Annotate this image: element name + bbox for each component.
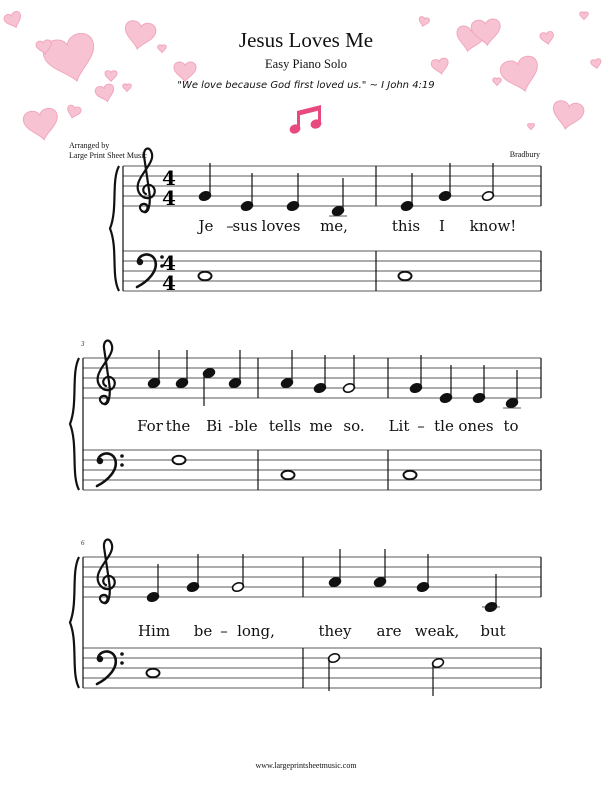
- whole-note: [399, 272, 412, 281]
- lyric-syllable: sus: [232, 217, 258, 235]
- lyric-syllable: but: [480, 622, 506, 640]
- lyric-syllable: Je: [198, 217, 214, 235]
- system-brace: [70, 557, 79, 688]
- lyric-syllable: I: [439, 217, 445, 235]
- whole-note: [404, 471, 417, 480]
- arranger-name: Large Print Sheet Music: [69, 151, 147, 160]
- song-title: Jesus Loves Me: [238, 28, 374, 52]
- lyric-syllable: are: [376, 622, 402, 640]
- lyric-syllable: For: [137, 417, 163, 435]
- system-brace: [70, 358, 79, 490]
- treble-clef-icon: [98, 340, 115, 404]
- arranger-label: Arranged by: [69, 141, 110, 150]
- lyric-syllable: ble: [234, 417, 258, 435]
- scripture-quote: "We love because God first loved us." ~ I John 4:19: [177, 80, 435, 91]
- footer-url[interactable]: www.largeprintsheetmusic.com: [255, 761, 357, 770]
- lyric-syllable: so.: [343, 417, 365, 435]
- lyric-syllable: ones: [458, 417, 494, 435]
- lyric-syllable: me: [309, 417, 333, 435]
- system-brace: [110, 166, 119, 291]
- whole-note: [282, 471, 295, 480]
- lyric-syllable: me,: [320, 217, 348, 235]
- lyric-syllable: Lit: [388, 417, 410, 435]
- treble-clef-icon: [98, 539, 115, 603]
- song-subtitle: Easy Piano Solo: [265, 57, 347, 71]
- time-signature-numerator: 4: [162, 251, 176, 275]
- lyric-syllable: loves: [261, 217, 301, 235]
- lyric-syllable: long,: [237, 622, 275, 640]
- lyric-syllable: to: [503, 417, 519, 435]
- lyric-syllable: –: [417, 417, 425, 435]
- lyric-syllable: weak,: [414, 622, 460, 640]
- lyric-syllable: –: [226, 217, 234, 235]
- composer-credit: Bradbury: [509, 150, 540, 159]
- treble-clef-icon: [138, 148, 155, 212]
- time-signature-numerator: 4: [162, 166, 176, 190]
- whole-note: [173, 456, 186, 465]
- lyric-syllable: they: [318, 622, 352, 640]
- time-signature-denominator: 4: [162, 186, 176, 210]
- lyric-syllable: Bi: [206, 417, 222, 435]
- lyric-syllable: –: [220, 622, 228, 640]
- lyric-syllable: Him: [137, 622, 171, 640]
- lyric-syllable: -: [228, 417, 234, 435]
- measure-number: 6: [81, 539, 85, 547]
- lyric-syllable: know!: [469, 217, 517, 235]
- whole-note: [199, 272, 212, 281]
- lyric-syllable: be: [193, 622, 213, 640]
- lyric-syllable: tle: [434, 417, 454, 435]
- time-signature-denominator: 4: [162, 271, 176, 295]
- lyric-syllable: the: [165, 417, 191, 435]
- measure-number: 3: [81, 340, 85, 348]
- lyric-syllable: tells: [268, 417, 302, 435]
- lyric-syllable: this: [391, 217, 421, 235]
- whole-note: [147, 669, 160, 678]
